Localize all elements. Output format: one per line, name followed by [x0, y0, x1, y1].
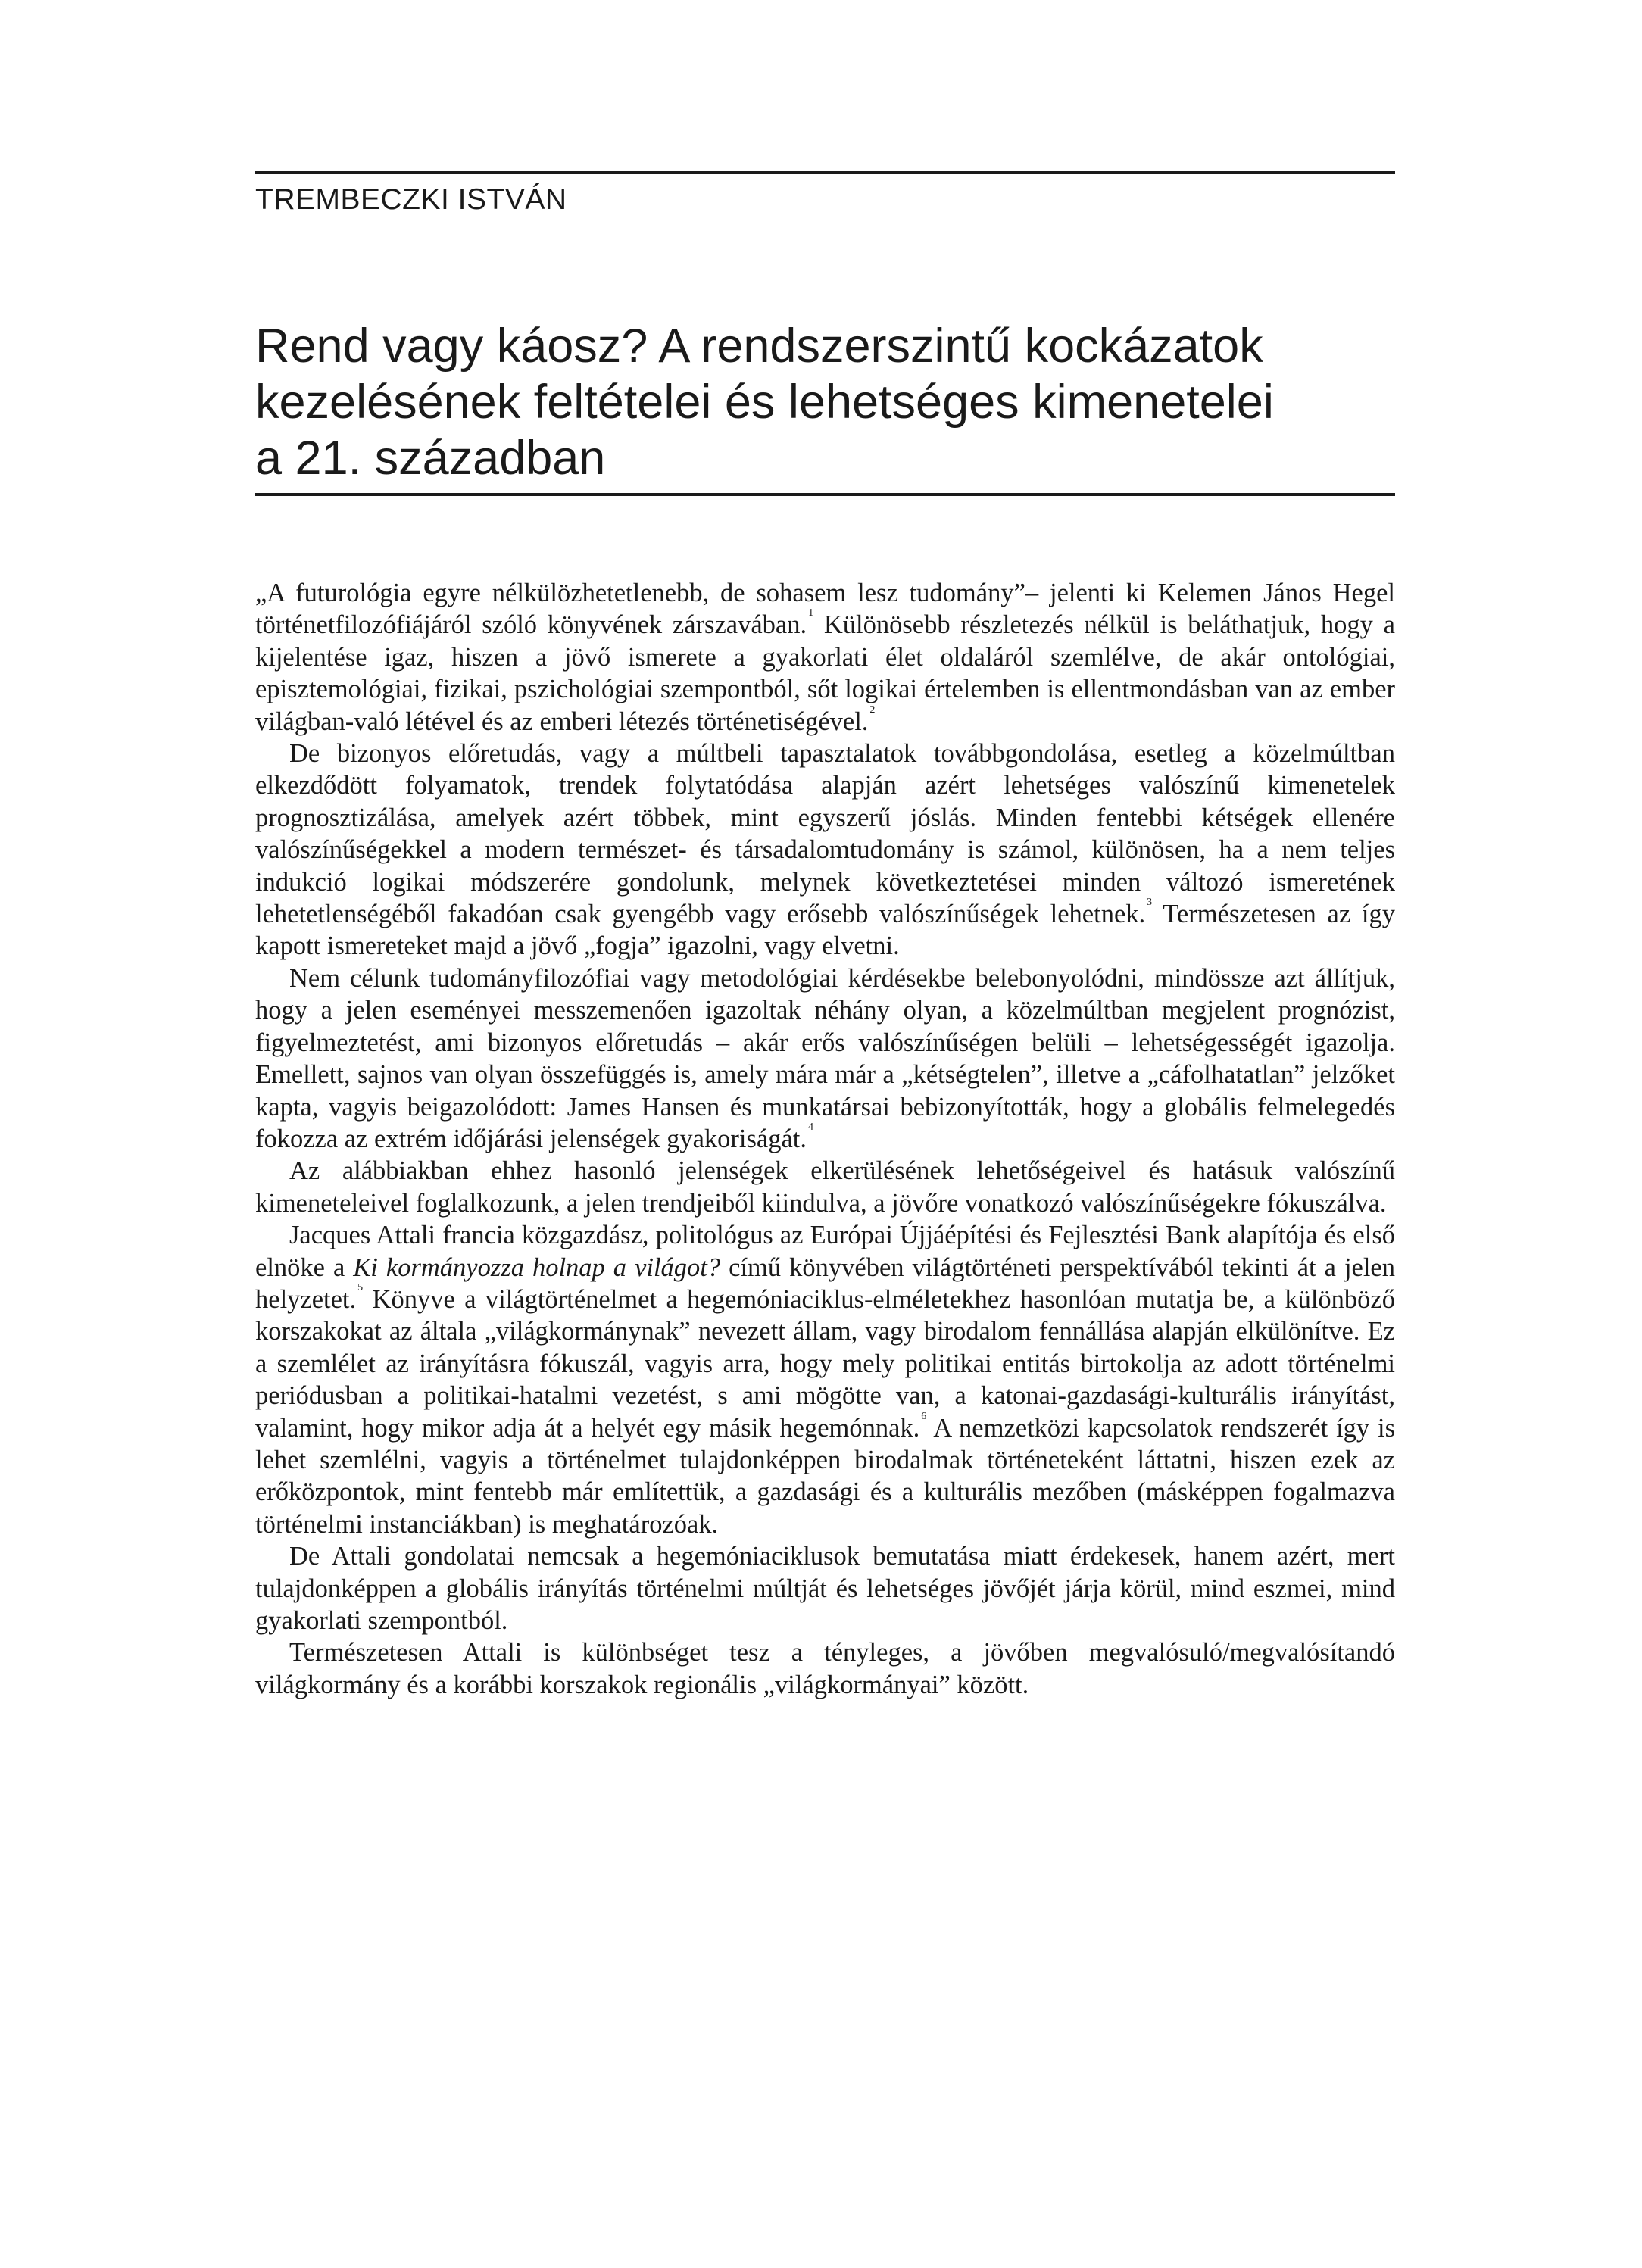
paragraph-6 [255, 1540, 1395, 1636]
article-title [255, 318, 1395, 486]
paragraph-text: Az alábbiakban ehhez hasonló jelenségek elkerülésének lehetőségeivel és hatásuk valószínű kimeneteleivel foglalkozunk, a jelen trendjeiből kiindulva, a jövőre vonatkozó valószínűségekre fókuszálva. [255, 1156, 1395, 1218]
paragraph-text: Nem célunk tudományfilozófiai vagy metodológiai kérdésekbe belebonyolódni, mindössze azt állítjuk, hogy a jelen eseményei messzemenően igazoltak néhány olyan, a közelmúltban megjelent prognózist, figyelmeztetést, ami bizonyos előretudás – akár erős valószínűségen belüli – lehetségességét igazolja. Emellett, sajnos van olyan összefüggés is, amely mára már a „kétségtelen”, illetve a „cáfolhatatlan” jelzőket kapta, vagyis beigazolódott: James Hansen és munkatársai bebizonyították, hogy a globális felmelegedés fokozza az extrém időjárási jelenségek gyakoriságát. [255, 963, 1395, 1153]
paragraph-3 [255, 962, 1395, 1155]
paragraph-2 [255, 738, 1395, 962]
paragraph-1 [255, 577, 1395, 738]
footnote-ref[interactable]: 3 [1147, 897, 1153, 909]
footnote-ref[interactable]: 6 [921, 1410, 927, 1422]
paragraph-4 [255, 1155, 1395, 1219]
title-line-3: a 21. században [255, 432, 606, 485]
title-line-2: kezelésének feltételei és lehetséges kimenetelei [255, 376, 1274, 429]
title-line-1: Rend vagy káosz? A rendszerszintű kockázatok [255, 320, 1263, 373]
paragraph-5 [255, 1219, 1395, 1540]
paragraph-text: De bizonyos előretudás, vagy a múltbeli tapasztalatok továbbgondolása, esetleg a közelmúltban elkezdődött folyamatok, trendek folytatódása alapján azért lehetséges valószínű kimenetelek prognosztizálása, amelyek azért többek, mint egyszerű jóslás. Minden fentebbi kétségek ellenére valószínűségekkel a modern természet- és társadalomtudomány is számol, különösen, ha a nem teljes indukció logikai módszerére gondolunk, melynek következtetései minden változó ismeretének lehetetlenségéből fakadóan csak gyengébb vagy erősebb valószínűségek lehetnek. [255, 739, 1395, 929]
paragraph-text: Természetesen Attali is különbséget tesz a tényleges, a jövőben megvalósuló/megvalósítandó világkormány és a korábbi korszakok regionális „világkormányai” között. [255, 1638, 1395, 1699]
paragraph-text: „A futurológia egyre nélkülözhetetlenebb, de sohasem lesz tudomány”– jelenti ki Kelemen János Hegel történetfilozófiájáról szóló könyvének zárszavában. [255, 579, 1395, 640]
footnote-ref[interactable]: 5 [357, 1281, 364, 1293]
footnote-ref[interactable]: 4 [808, 1121, 814, 1133]
paragraph-text: Könyve a világtörténelmet a hegemóniaciklus-elméletekhez hasonlóan mutatja be, a különböző korszakokat az általa „világkormánynak” nevezett állam, vagy birodalom fennállása alapján elkülönítve. Ez a szemlélet az irányításra fókuszál, vagyis arra, hogy mely politikai entitás birtokolja az adott történelmi periódusban a politikai-hatalmi vezetést, s ami mögötte van, a katonai-gazdasági-kulturális irányítást, valamint, hogy mikor adja át a helyét egy másik hegemónnak. [255, 1284, 1395, 1443]
footnote-ref[interactable]: 2 [869, 703, 876, 716]
paragraph-text: Természetesen az így kapott ismereteket majd a jövő „fogja” igazolni, vagy elvetni. [255, 900, 1396, 961]
title-rule [255, 493, 1395, 496]
header-rule [255, 171, 1395, 174]
paragraph-text: Különösebb részletezés nélkül is beláthatjuk, hogy a kijelentése igaz, hiszen a jövő ismerete a gyakorlati élet oldaláról szemlélve, de akár ontológiai, episztemológiai, fizikai, pszichológiai szempontból, sőt logikai értelemben is ellentmondásban van az ember világban-való létével és az emberi létezés történetiségével. [255, 610, 1395, 736]
paragraph-text: Jacques Attali francia közgazdász, politológus az Európai Újjáépítési és Fejlesztési Bank alapítója és első elnöke a [255, 1221, 1395, 1282]
paragraph-text: De Attali gondolatai nemcsak a hegemóniaciklusok bemutatása miatt érdekesek, hanem azért, mert tulajdonképpen a globális irányítás történelmi múltját és lehetséges jövőjét járja körül, mind eszmei, mind gyakorlati szempontból. [255, 1542, 1395, 1635]
running-head-author: TREMBECZKI ISTVÁN [255, 183, 567, 216]
book-title: Ki kormányozza holnap a világot? [353, 1253, 721, 1282]
paragraph-7 [255, 1636, 1395, 1701]
article-body [255, 577, 1395, 1701]
footnote-ref[interactable]: 1 [808, 607, 814, 619]
paragraph-text: című könyvében világtörténeti perspektívából tekinti át a jelen helyzetet. [255, 1253, 1395, 1314]
paragraph-text: A nemzetközi kapcsolatok rendszerét így is lehet szemlélni, vagyis a történelmet tulajdonképpen birodalmak történeteként láttatni, hiszen ezek az erőközpontok, mint fentebb már említettük, a gazdasági és a kulturális mezőben (másképpen fogalmazva történelmi instanciákban) is meghatározóak. [255, 1413, 1395, 1539]
